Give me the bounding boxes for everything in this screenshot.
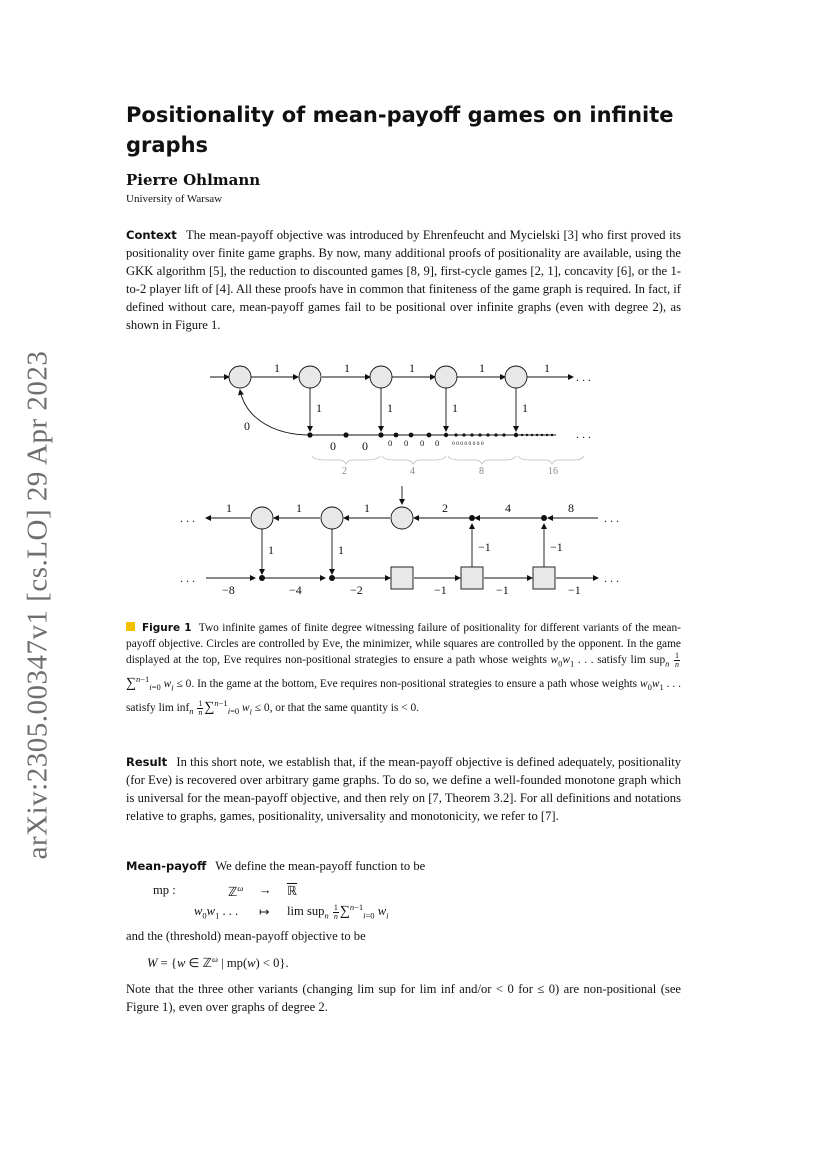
- svg-text:1: 1: [296, 501, 302, 515]
- svg-text:1: 1: [344, 361, 350, 375]
- mean-payoff-heading: Mean-payoff: [126, 859, 207, 873]
- svg-text:16: 16: [548, 466, 558, 477]
- svg-text:0: 0: [362, 439, 368, 453]
- svg-text:8: 8: [479, 466, 484, 477]
- svg-text:0: 0: [388, 438, 393, 448]
- arxiv-stamp-text: arXiv:2305.00347v1 [cs.LO] 29 Apr 2023: [21, 350, 54, 860]
- svg-text:1: 1: [338, 543, 344, 557]
- mp-input: $w_0w_1$ . . .: [194, 904, 239, 921]
- svg-text:−1: −1: [496, 583, 509, 597]
- arxiv-stamp: [14, 350, 62, 860]
- brace-group: [312, 456, 584, 464]
- top-game-labels: [244, 361, 591, 453]
- svg-text:. . .: . . .: [576, 370, 591, 384]
- opponent-node: [533, 567, 555, 589]
- mp-codomain: ℝ: [287, 884, 297, 898]
- author-affiliation: University of Warsaw: [126, 193, 223, 205]
- svg-text:0: 0: [420, 438, 425, 448]
- svg-text:1: 1: [409, 361, 415, 375]
- figure-1-diagram: [126, 360, 686, 610]
- svg-text:2: 2: [342, 466, 347, 477]
- eve-node: [251, 507, 273, 529]
- context-text: The mean-payoff objective was introduced by Ehrenfeucht and Mycielski [3] who first proved its positionality over finite game graphs. By now, many additional proofs of positionality are available, using the GKK algorithm [5], the reduction to discounted games [8, 9], first-cycle games [2, 1], concavity [6], or the 1-to-2 player lift of [4]. All these proofs have in common that finiteness of the game graph is required. In fact, if defined without care, mean-payoff games fail to be positional over infinite graphs (even with degree 2), as shown in Figure 1.: [126, 228, 681, 332]
- figure-marker-icon: [126, 622, 135, 631]
- svg-text:1: 1: [544, 361, 550, 375]
- svg-text:−1: −1: [568, 583, 581, 597]
- eve-node: [229, 366, 251, 388]
- svg-text:−1: −1: [550, 540, 563, 554]
- svg-text:4: 4: [505, 501, 511, 515]
- svg-text:8: 8: [568, 501, 574, 515]
- svg-text:1: 1: [274, 361, 280, 375]
- objective-intro: and the (threshold) mean-payoff objective to be: [126, 929, 366, 943]
- figure-label: Figure 1: [142, 622, 192, 634]
- svg-text:1: 1: [479, 361, 485, 375]
- author-name: Pierre Ohlmann: [126, 171, 261, 189]
- context-paragraph: [126, 227, 681, 334]
- svg-text:−8: −8: [222, 583, 235, 597]
- svg-text:1: 1: [387, 401, 393, 415]
- svg-text:4: 4: [410, 466, 415, 477]
- mp-mapsto: ↦: [259, 905, 270, 919]
- paper-title: Positionality of mean-payoff games on infinite graphs: [126, 103, 674, 157]
- svg-text:. . .: . . .: [604, 571, 619, 585]
- svg-text:1: 1: [522, 401, 528, 415]
- eve-node: [299, 366, 321, 388]
- opponent-node: [461, 567, 483, 589]
- result-paragraph: [126, 754, 681, 826]
- result-text: In this short note, we establish that, if the mean-payoff objective is defined adequately, positionality (for Eve) is recovered over arbitrary game graphs. To do so, we define a well-founded monotone graph which is universal for the mean-payoff objective, and then rely on [7, Theorem 3.2]. For all definitions and notations relative to graphs, games, positionality, universality and monotonicity, we refer to [7].: [126, 755, 682, 823]
- svg-text:. . .: . . .: [180, 571, 195, 585]
- eve-node: [321, 507, 343, 529]
- svg-text:. . .: . . .: [604, 511, 619, 525]
- mp-label: mp :: [153, 883, 176, 897]
- top-game-small-labels: [388, 438, 484, 448]
- variants-note: Note that the three other variants (changing lim sup for lim inf and/or < 0 for ≤ 0) are non-positional (see Figure 1), even over graphs of degree 2.: [126, 982, 681, 1014]
- figure-1-caption: Figure 1 Two infinite games of finite degree witnessing failure of positionality for different variants of the mean-payoff objective. Circles are controlled by Eve, the minimizer, while squares are controlled by the opponent. In the game displayed at the top, Eve requires non-positional strategies to ensure a path whose weights $w_0w_1$ . . . satisfy lim sup$_n$ $\frac{1}{n}$ ∑$^{n-1}_{i=0}$ $w_i \le 0$. In the game at the bottom, Eve requires non-positional strategies to ensure a path whose weights $w_0w_1$ . . . satisfy lim inf$_n$ $\frac{1}{n}$ ∑$^{n-1}_{i=0}$ $w_i \le 0$, or that the same quantity is < 0.: [126, 622, 682, 717]
- mp-domain: ℤ$^\omega$: [228, 883, 244, 900]
- top-game-dots: [307, 432, 553, 437]
- eve-node: [370, 366, 392, 388]
- svg-text:1: 1: [364, 501, 370, 515]
- mp-arrow: →: [259, 883, 272, 897]
- svg-text:0: 0: [244, 419, 250, 433]
- svg-text:. . .: . . .: [180, 511, 195, 525]
- svg-text:2: 2: [442, 501, 448, 515]
- brace-labels: [342, 466, 558, 477]
- mean-payoff-intro: Mean-payoff We define the mean-payoff function to be: [126, 859, 426, 873]
- svg-text:−4: −4: [289, 583, 302, 597]
- svg-text:0: 0: [435, 438, 440, 448]
- svg-text:0: 0: [330, 439, 336, 453]
- svg-text:0 0 0 0 0 0 0 0: 0 0 0 0 0 0 0 0: [452, 441, 484, 447]
- svg-text:1: 1: [268, 543, 274, 557]
- mp-formula: lim sup$_n$ $\frac{1}{n}$ ∑$^{n-1}_{i=0}$ $w_i$: [287, 902, 389, 921]
- result-heading: Result: [126, 755, 168, 769]
- context-heading: Context: [126, 228, 177, 242]
- opponent-node: [391, 567, 413, 589]
- svg-text:1: 1: [452, 401, 458, 415]
- svg-text:1: 1: [316, 401, 322, 415]
- bottom-game: [206, 486, 598, 589]
- svg-text:1: 1: [226, 501, 232, 515]
- svg-text:−1: −1: [478, 540, 491, 554]
- svg-text:. . .: . . .: [576, 427, 591, 441]
- objective-definition: W = {w ∈ ℤ$^\omega$ | mp(w) < 0}.: [147, 954, 289, 971]
- svg-text:−1: −1: [434, 583, 447, 597]
- eve-node: [505, 366, 527, 388]
- svg-text:0: 0: [404, 438, 409, 448]
- eve-node: [435, 366, 457, 388]
- eve-node: [391, 507, 413, 529]
- svg-text:−2: −2: [350, 583, 363, 597]
